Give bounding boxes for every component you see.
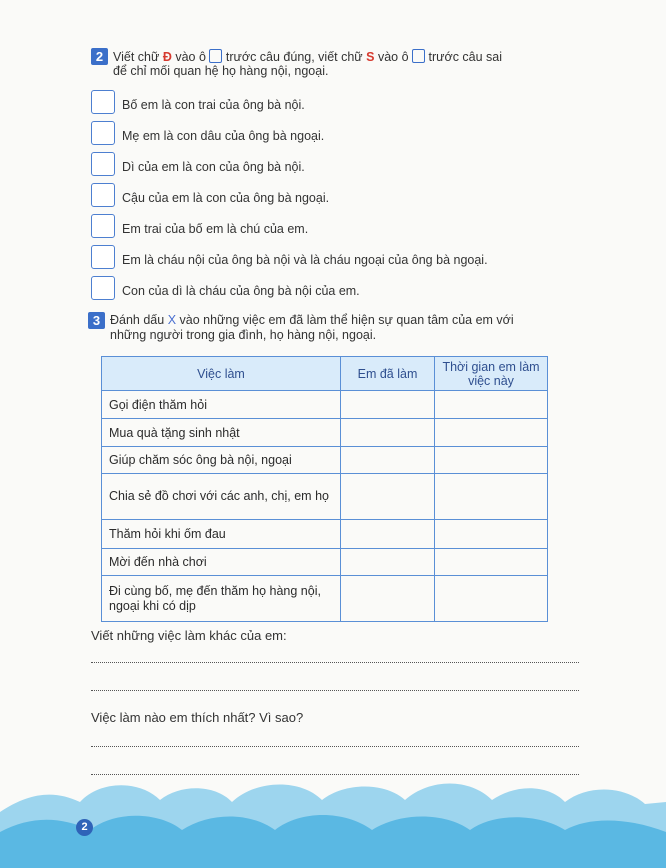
column-header-time: Thời gian em làm việc này	[435, 357, 548, 391]
table-row	[102, 419, 548, 447]
letter-d-mark: Đ	[162, 50, 172, 64]
section-3-instruction	[110, 313, 590, 327]
answer-box[interactable]	[91, 152, 115, 176]
done-cell[interactable]	[341, 520, 435, 549]
activity-table	[101, 356, 548, 622]
time-cell[interactable]	[435, 447, 548, 474]
table-row	[102, 549, 548, 576]
cloud-footer-decoration	[0, 772, 666, 868]
table-row	[102, 576, 548, 622]
instruction-text: Đánh dấu	[110, 313, 168, 327]
letter-s-mark: S	[366, 50, 375, 64]
statement-text: Em trai của bố em là chú của em.	[122, 222, 309, 236]
section-3-instruction-line2: những người trong gia đình, họ hàng nội, ngoại.	[110, 328, 377, 342]
activity-cell: Chia sẻ đồ chơi với các anh, chị, em họ	[102, 474, 341, 520]
answer-box[interactable]	[91, 214, 115, 238]
instruction-text: vào ô	[171, 50, 210, 64]
time-cell[interactable]	[435, 474, 548, 520]
answer-box[interactable]	[91, 183, 115, 207]
time-cell[interactable]	[435, 520, 548, 549]
time-cell[interactable]	[435, 549, 548, 576]
section-2-instruction-line2: để chỉ mối quan hệ họ hàng nội, ngoại.	[113, 64, 329, 78]
activity-cell: Đi cùng bố, mẹ đến thăm họ hàng nội, ngoại khi có dịp	[102, 576, 341, 622]
done-cell[interactable]	[341, 474, 435, 520]
instruction-text: vào những việc em đã làm thể hiện sự quan tâm của em với	[176, 313, 514, 327]
section-3-number: 3	[88, 312, 105, 329]
inline-square-icon	[412, 49, 425, 63]
statement-text: Bố em là con trai của ông bà nội.	[122, 98, 305, 112]
column-header-done: Em đã làm	[341, 357, 435, 391]
done-cell[interactable]	[341, 549, 435, 576]
statement-text: Con của dì là cháu của ông bà nội của em.	[122, 284, 360, 298]
done-cell[interactable]	[341, 391, 435, 419]
time-cell[interactable]	[435, 576, 548, 622]
answer-box[interactable]	[91, 245, 115, 269]
writing-line[interactable]	[91, 746, 579, 747]
instruction-text: Viết chữ	[113, 50, 163, 64]
statement-text: Mẹ em là con dâu của ông bà ngoại.	[122, 129, 325, 143]
table-row	[102, 391, 548, 419]
table-row	[102, 447, 548, 474]
done-cell[interactable]	[341, 447, 435, 474]
answer-box[interactable]	[91, 121, 115, 145]
writing-line[interactable]	[91, 662, 579, 663]
time-cell[interactable]	[435, 391, 548, 419]
section-2-instruction	[113, 49, 583, 64]
x-mark: X	[167, 313, 177, 327]
statement-text: Dì của em là con của ông bà nội.	[122, 160, 305, 174]
answer-box[interactable]	[91, 90, 115, 114]
answer-box[interactable]	[91, 276, 115, 300]
column-header-activity: Việc làm	[102, 357, 341, 391]
done-cell[interactable]	[341, 576, 435, 622]
favorite-activity-prompt: Việc làm nào em thích nhất? Vì sao?	[91, 710, 304, 725]
table-row	[102, 474, 548, 520]
writing-line[interactable]	[91, 690, 579, 691]
page-number: 2	[76, 819, 93, 836]
time-cell[interactable]	[435, 419, 548, 447]
instruction-text: trước câu sai	[425, 50, 503, 64]
done-cell[interactable]	[341, 419, 435, 447]
activity-cell: Giúp chăm sóc ông bà nội, ngoại	[102, 447, 341, 474]
statement-text: Cậu của em là con của ông bà ngoại.	[122, 191, 330, 205]
inline-square-icon	[209, 49, 222, 63]
statement-text: Em là cháu nội của ông bà nội và là cháu ngoại của ông bà ngoại.	[122, 253, 488, 267]
activity-cell: Gọi điện thăm hỏi	[102, 391, 341, 419]
activity-cell: Mua quà tặng sinh nhật	[102, 419, 341, 447]
activity-cell: Mời đến nhà chơi	[102, 549, 341, 576]
table-row	[102, 520, 548, 549]
activity-cell: Thăm hỏi khi ốm đau	[102, 520, 341, 549]
section-2-number: 2	[91, 48, 108, 65]
other-activities-prompt: Viết những việc làm khác của em:	[91, 628, 287, 643]
instruction-text: trước câu đúng, viết chữ	[222, 50, 367, 64]
instruction-text: vào ô	[374, 50, 413, 64]
